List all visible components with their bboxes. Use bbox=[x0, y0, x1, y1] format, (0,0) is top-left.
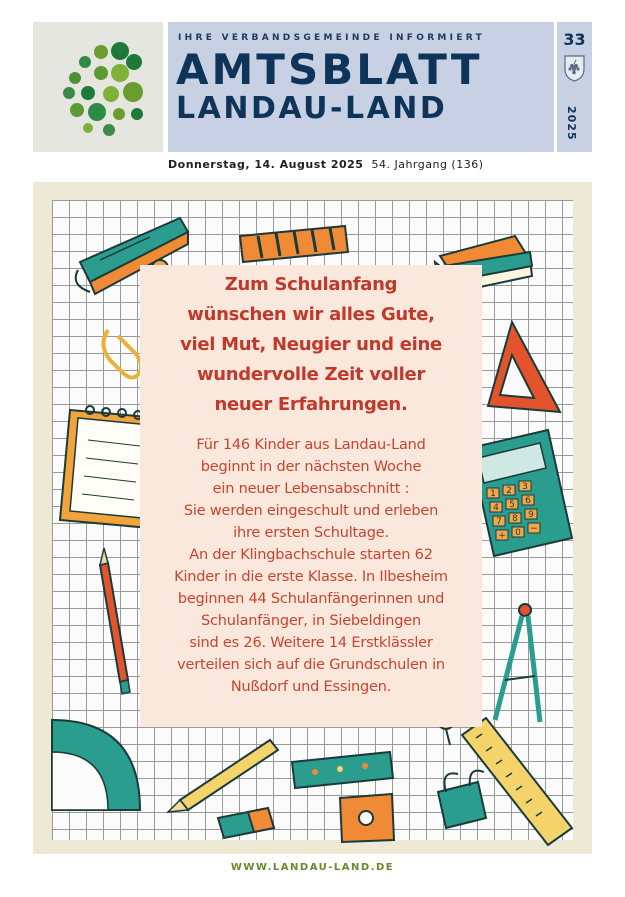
issue-year: 2025 bbox=[565, 106, 578, 141]
washi-tape-icon bbox=[292, 752, 393, 788]
calc-key: 2 bbox=[506, 486, 512, 496]
calc-key: + bbox=[498, 531, 506, 541]
body-line: sind es 26. Weitere 14 Erstklässler bbox=[189, 635, 433, 651]
eraser-icon bbox=[218, 808, 274, 838]
calc-key: 3 bbox=[522, 482, 528, 492]
headline-line: wünschen wir alles Gute, bbox=[187, 304, 435, 325]
compass-icon bbox=[495, 604, 540, 722]
masthead-subtitle: LANDAU-LAND bbox=[176, 91, 448, 126]
issue-date: Donnerstag, 14. August 2025 bbox=[168, 158, 364, 171]
set-square-icon bbox=[488, 322, 560, 412]
pencil-icon bbox=[168, 740, 278, 812]
protractor-icon bbox=[52, 720, 140, 810]
calc-key: 7 bbox=[496, 517, 502, 527]
calc-key: 1 bbox=[490, 489, 496, 499]
body-line: verteilen sich auf die Grundschulen in bbox=[177, 657, 445, 673]
body-line: ihre ersten Schultage. bbox=[233, 525, 389, 541]
issue-number: 33 bbox=[563, 30, 586, 49]
calc-key: 4 bbox=[493, 503, 499, 513]
calc-key: 6 bbox=[525, 496, 531, 506]
calc-key: 8 bbox=[512, 514, 518, 524]
poster-body bbox=[140, 434, 482, 698]
calc-key: 9 bbox=[528, 510, 534, 520]
masthead-kicker: IHRE VERBANDSGEMEINDE INFORMIERT bbox=[178, 33, 486, 43]
body-line: beginnt in der nächsten Woche bbox=[200, 459, 422, 475]
headline-line: Zum Schulanfang bbox=[224, 274, 398, 295]
binder-clip-icon bbox=[438, 771, 486, 828]
headline-line: viel Mut, Neugier und eine bbox=[180, 334, 442, 355]
calc-key: − bbox=[530, 524, 538, 534]
body-line: Nußdorf und Essingen. bbox=[230, 679, 392, 695]
pencil-icon bbox=[100, 548, 130, 694]
calc-key: 0 bbox=[515, 528, 521, 538]
issue-volume: 54. Jahrgang (136) bbox=[371, 158, 484, 171]
calc-key: 5 bbox=[509, 500, 515, 510]
body-line: Sie werden eingeschult und erleben bbox=[183, 503, 439, 519]
poster-headline bbox=[140, 270, 482, 420]
paperclip-icon bbox=[103, 330, 141, 378]
body-line: ein neuer Lebensabschnitt : bbox=[212, 481, 410, 497]
headline-line: wundervolle Zeit voller bbox=[196, 364, 426, 385]
washi-tape-icon bbox=[240, 226, 348, 262]
body-line: Für 146 Kinder aus Landau-Land bbox=[196, 437, 426, 453]
body-line: An der Klingbachschule starten 62 bbox=[189, 547, 433, 563]
masthead-title: AMTSBLATT bbox=[176, 45, 483, 94]
body-line: Schulanfänger, in Siebeldingen bbox=[200, 613, 422, 629]
body-line: Kinder in die erste Klasse. In Ilbesheim bbox=[174, 569, 448, 585]
footer-website-link[interactable]: WWW.LANDAU-LAND.DE bbox=[230, 862, 395, 873]
headline-line: neuer Erfahrungen. bbox=[214, 394, 408, 415]
body-line: beginnen 44 Schulanfängerinnen und bbox=[177, 591, 445, 607]
sharpener-icon bbox=[340, 794, 394, 842]
